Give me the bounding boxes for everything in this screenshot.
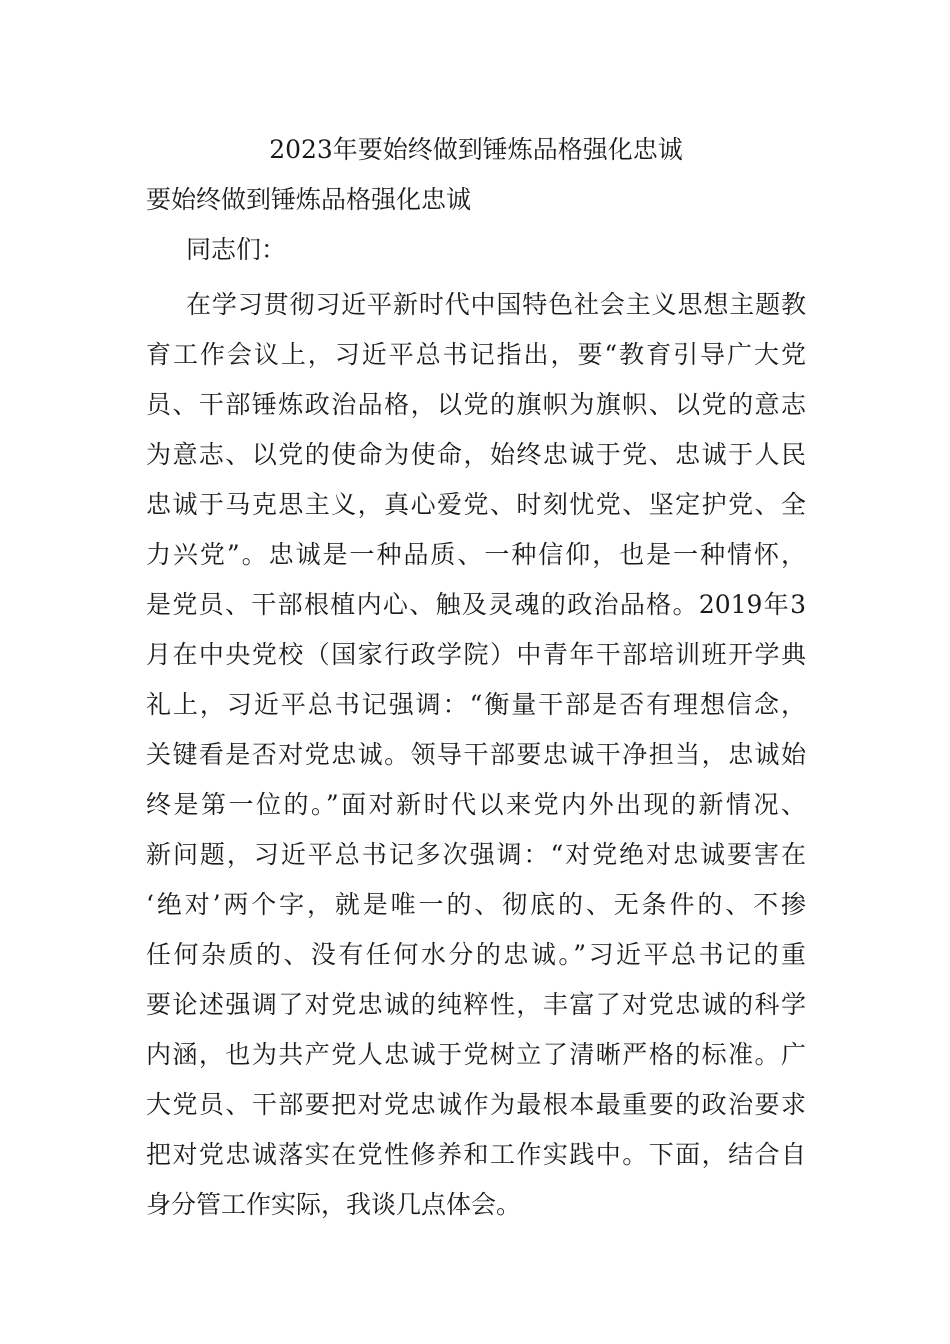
body-line: 新问题，习近平总书记多次强调：“对党绝对忠诚要害在 [146,840,806,869]
body-line: 员、干部锤炼政治品格，以党的旗帜为旗帜、以党的意志 [146,390,806,419]
document-subtitle: 要始终做到锤炼品格强化忠诚 [146,185,472,214]
body-line: ‘绝对’两个字，就是唯一的、彻底的、无条件的、不掺 [146,890,806,919]
body-line: 为意志、以党的使命为使命，始终忠诚于党、忠诚于人民 [146,440,806,469]
body-line: 忠诚于马克思主义，真心爱党、时刻忧党、坚定护党、全 [146,490,806,519]
body-line: 内涵，也为共产党人忠诚于党树立了清晰严格的标准。广 [146,1040,806,1069]
body-line: 力兴党”。忠诚是一种品质、一种信仰，也是一种情怀， [146,540,806,569]
body-line: 大党员、干部要把对党忠诚作为最根本最重要的政治要求 [146,1090,806,1119]
body-paragraph [146,280,806,1230]
body-line: 终是第一位的。”面对新时代以来党内外出现的新情况、 [146,790,806,819]
document-title: 2023年要始终做到锤炼品格强化忠诚 [269,135,683,164]
greeting: 同志们： [186,235,287,264]
body-line: 礼上，习近平总书记强调：“衡量干部是否有理想信念， [146,690,806,719]
body-line: 在学习贯彻习近平新时代中国特色社会主义思想主题教 [186,290,806,319]
body-line: 关键看是否对党忠诚。领导干部要忠诚干净担当，忠诚始 [146,740,806,769]
body-line: 任何杂质的、没有任何水分的忠诚。”习近平总书记的重 [146,940,806,969]
body-line: 要论述强调了对党忠诚的纯粹性，丰富了对党忠诚的科学 [146,990,806,1019]
body-line: 是党员、干部根植内心、触及灵魂的政治品格。2019年3 [146,590,806,619]
body-line: 月在中央党校（国家行政学院）中青年干部培训班开学典 [146,640,806,669]
body-line: 身分管工作实际，我谈几点体会。 [146,1190,522,1219]
body-line: 育工作会议上，习近平总书记指出，要“教育引导广大党 [146,340,806,369]
body-line: 把对党忠诚落实在党性修养和工作实践中。下面，结合自 [146,1140,806,1169]
